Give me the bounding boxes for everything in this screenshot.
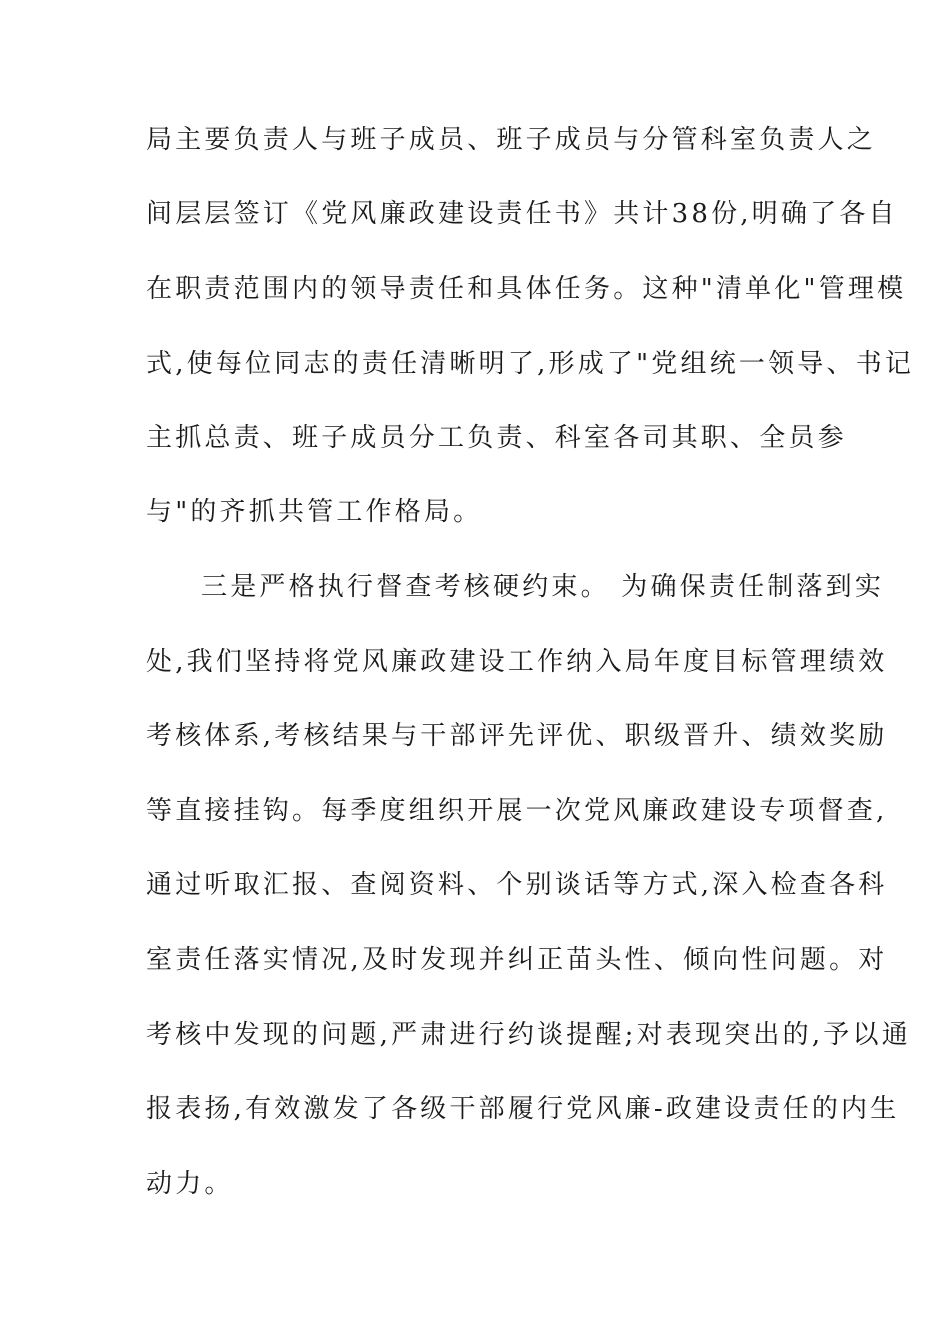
text-line-indented: 三是严格执行督查考核硬约束。 为确保责任制落到实 [201,572,885,602]
text-line: 考核体系,考核结果与干部评先评优、职级晋升、绩效奖励 [146,721,888,751]
text-line: 等直接挂钩。每季度组织开展一次党风廉政建设专项督查, [146,796,888,826]
text-line: 室责任落实情况,及时发现并纠正苗头性、倾向性问题。对 [146,945,888,975]
text-line: 局主要负责人与班子成员、班子成员与分管科室负责人之 [146,125,877,155]
text-line: 处,我们坚持将党风廉政建设工作纳入局年度目标管理绩效 [146,647,888,677]
text-line: 在职责范围内的领导责任和具体任务。这种"清单化"管理模 [146,274,907,304]
text-line: 考核中发现的问题,严肃进行约谈提醒;对表现突出的,予以通 [146,1020,911,1050]
text-line: 主抓总责、班子成员分工负责、科室各司其职、全员参 [146,423,847,453]
text-line: 与"的齐抓共管工作格局。 [146,497,483,527]
text-line: 式,使每位同志的责任清晰明了,形成了"党组统一领导、书记 [146,349,915,379]
text-line: 间层层签订《党风廉政建设责任书》共计38份,明确了各自 [146,199,898,229]
text-line: 动力。 [146,1169,234,1199]
text-line: 通过听取汇报、查阅资料、个别谈话等方式,深入检查各科 [146,870,888,900]
text-line: 报表扬,有效激发了各级干部履行党风廉-政建设责任的内生 [146,1094,900,1124]
